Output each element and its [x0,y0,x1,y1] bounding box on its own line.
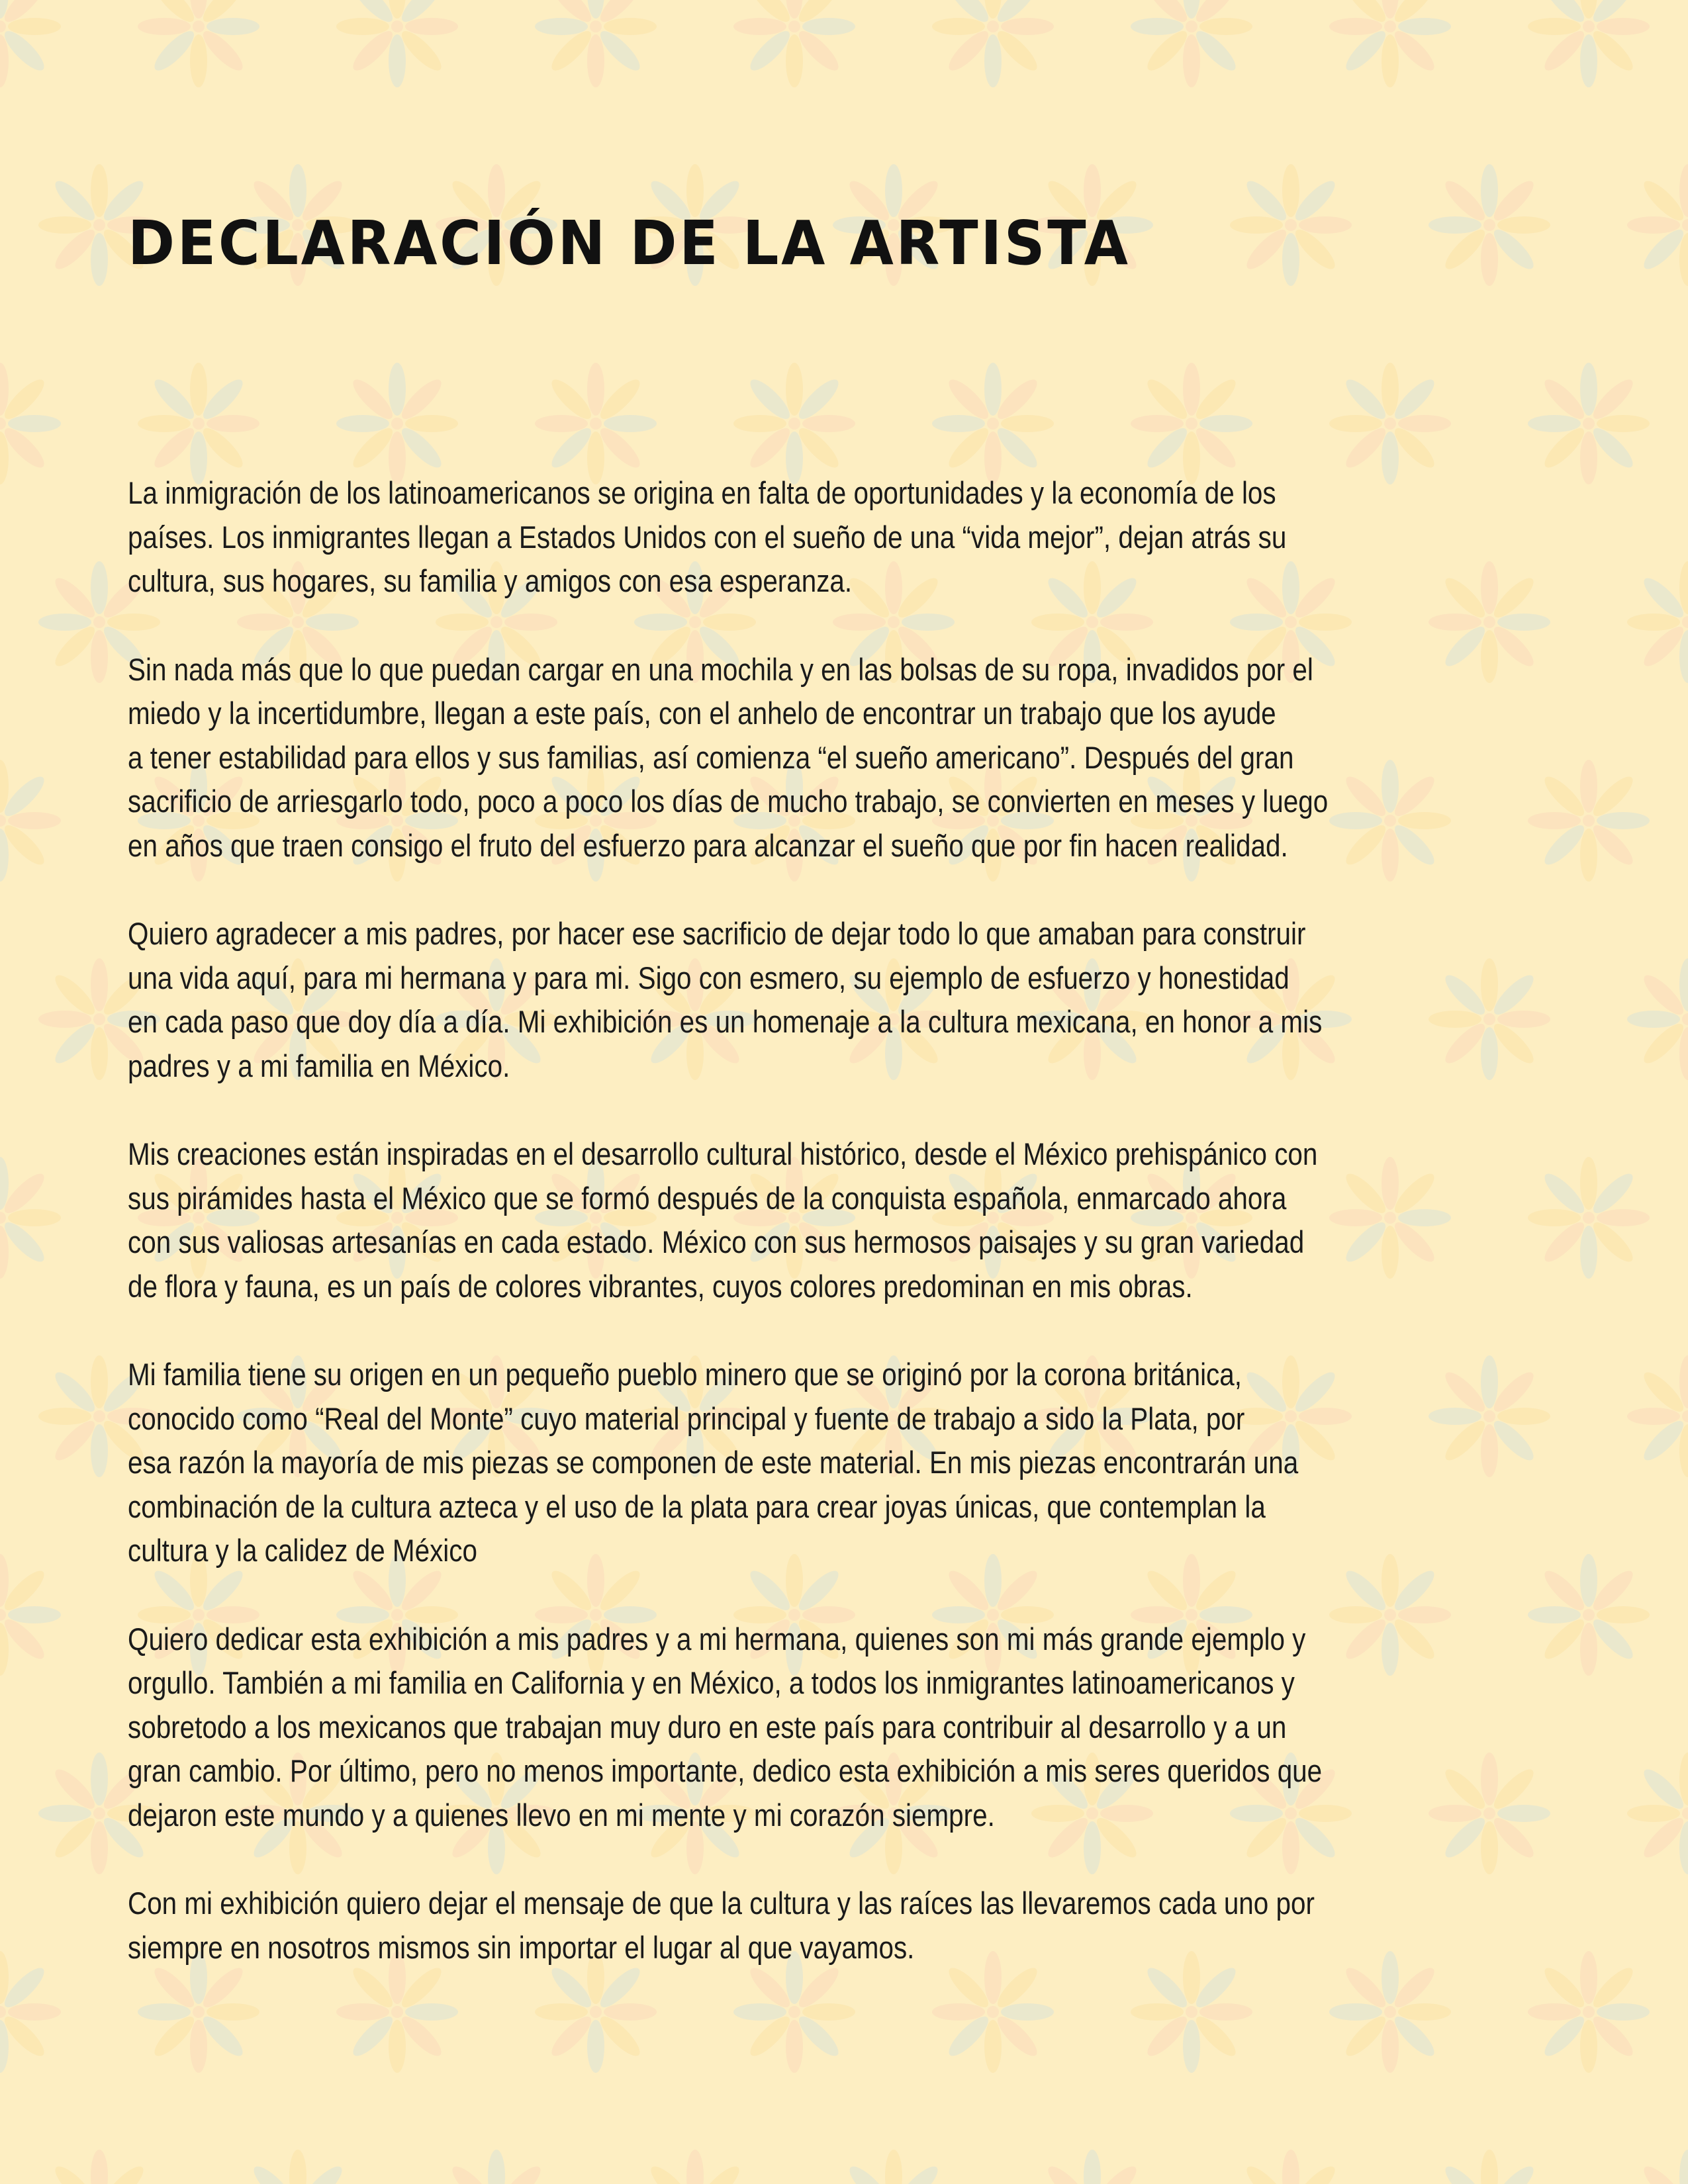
paragraph-line: Mis creaciones están inspiradas en el desarrollo cultural histórico, desde el México prehispánico con [128,1136,1318,1171]
flower-motif-icon [932,0,1054,87]
paragraph-line: Quiero agradecer a mis padres, por hacer ese sacrificio de dejar todo lo que amaban para construir [128,916,1306,951]
paragraph-line: sobretodo a los mexicanos que trabajan muy duro en este país para contribuir al desarrollo y a un [128,1709,1287,1745]
paragraph-line: en cada paso que doy día a día. Mi exhibición es un homenaje a la cultura mexicana, en honor a mis [128,1004,1323,1039]
flower-motif-icon [1230,2150,1352,2184]
flower-motif-icon [1429,2150,1550,2184]
flower-motif-icon [1329,0,1451,87]
flower-motif-icon [733,363,855,484]
page-title: DECLARACIÓN DE LA ARTISTA [128,208,1131,279]
paragraph-line: miedo y la incertidumbre, llegan a este país, con el anhelo de encontrar un trabajo que los ayude [128,696,1276,731]
paragraph-7 [128,1882,1491,1970]
flower-motif-icon [336,0,458,87]
paragraph-line: sus pirámides hasta el México que se formó después de la conquista española, enmarcado ahora [128,1180,1287,1216]
paragraph-2 [128,648,1491,868]
paragraph-line: orgullo. También a mi familia en California y en México, a todos los inmigrantes latinoamericanos y [128,1665,1295,1700]
paragraph-line: esa razón la mayoría de mis piezas se componen de este material. En mis piezas encontrarán una [128,1445,1299,1480]
paragraph-6 [128,1617,1491,1838]
flower-motif-icon [1528,0,1650,87]
flower-motif-icon [1230,164,1352,286]
paragraph-line: de flora y fauna, es un país de colores vibrantes, cuyos colores predominan en mis obras. [128,1268,1193,1304]
flower-motif-icon [1031,2150,1153,2184]
paragraph-line: Mi familia tiene su origen en un pequeño pueblo minero que se originó por la corona británica, [128,1357,1242,1392]
flower-motif-icon [1627,2150,1688,2184]
flower-motif-icon [1627,164,1688,286]
paragraph-1 [128,471,1491,604]
paragraph-line: con sus valiosas artesanías en cada estado. México con sus hermosos paisajes y su gran variedad [128,1224,1305,1259]
flower-motif-icon [833,2150,955,2184]
paragraph-line: cultura y la calidez de México [128,1533,477,1568]
flower-motif-icon [336,363,458,484]
paragraph-3 [128,912,1491,1088]
flower-motif-icon [1528,1554,1650,1676]
flower-motif-icon [1627,1752,1688,1874]
artist-statement-body [128,471,1491,2014]
flower-motif-icon [0,1951,61,2073]
paragraph-line: en años que traen consigo el fruto del esfuerzo para alcanzar el sueño que por fin hacen realidad. [128,827,1288,863]
paragraph-line: cultura, sus hogares, su familia y amigos con esa esperanza. [128,563,853,598]
flower-motif-icon [1627,561,1688,683]
paragraph-line: sacrificio de arriesgarlo todo, poco a poco los días de mucho trabajo, se convierten en meses y luego [128,784,1329,819]
flower-motif-icon [0,363,61,484]
paragraph-line: siempre en nosotros mismos sin importar el lugar al que vayamos. [128,1929,915,1965]
paragraph-line: dejaron este mundo y a quienes llevo en mi mente y mi corazón siempre. [128,1797,995,1833]
flower-motif-icon [1131,0,1252,87]
flower-motif-icon [1528,1157,1650,1279]
flower-motif-icon [0,0,61,87]
paragraph-line: una vida aquí, para mi hermana y para mi. Sigo con esmero, su ejemplo de esfuerzo y honestidad [128,960,1289,995]
flower-motif-icon [0,1554,61,1676]
flower-motif-icon [138,0,259,87]
paragraph-4 [128,1132,1491,1308]
flower-motif-icon [0,1157,61,1279]
paragraph-line: gran cambio. Por último, pero no menos importante, dedico esta exhibición a mis seres queridos que [128,1753,1323,1788]
flower-motif-icon [1131,363,1252,484]
paragraph-line: conocido como “Real del Monte” cuyo material principal y fuente de trabajo a sido la Plata, por [128,1400,1245,1436]
flower-motif-icon [1627,1355,1688,1477]
flower-motif-icon [38,2150,160,2184]
flower-motif-icon [1429,164,1550,286]
paragraph-line: a tener estabilidad para ellos y sus familias, así comienza “el sueño americano”. Después del gran [128,739,1294,775]
paragraph-line: padres y a mi familia en México. [128,1048,510,1083]
paragraph-line: Sin nada más que lo que puedan cargar en una mochila y en las bolsas de su ropa, invadidos por el [128,651,1313,687]
flower-motif-icon [1329,363,1451,484]
paragraph-line: países. Los inmigrantes llegan a Estados Unidos con el sueño de una “vida mejor”, dejan atrás su [128,519,1287,555]
flower-motif-icon [535,0,657,87]
paragraph-line: La inmigración de los latinoamericanos se origina en falta de oportunidades y la economía de los [128,475,1276,510]
flower-motif-icon [535,363,657,484]
paragraph-line: combinación de la cultura azteca y el uso de la plata para crear joyas únicas, que contemplan la [128,1488,1266,1524]
flower-motif-icon [1627,958,1688,1080]
flower-motif-icon [1528,1951,1650,2073]
flower-motif-icon [436,2150,557,2184]
flower-motif-icon [1528,760,1650,882]
flower-motif-icon [138,363,259,484]
flower-motif-icon [237,2150,359,2184]
flower-motif-icon [0,760,61,882]
flower-motif-icon [1528,363,1650,484]
paragraph-line: Con mi exhibición quiero dejar el mensaje de que la cultura y las raíces las llevaremos cada uno por [128,1886,1315,1921]
flower-motif-icon [634,2150,756,2184]
flower-motif-icon [932,363,1054,484]
flower-motif-icon [733,0,855,87]
paragraph-5 [128,1353,1491,1573]
paragraph-line: Quiero dedicar esta exhibición a mis padres y a mi hermana, quienes son mi más grande ejemplo y [128,1621,1306,1657]
